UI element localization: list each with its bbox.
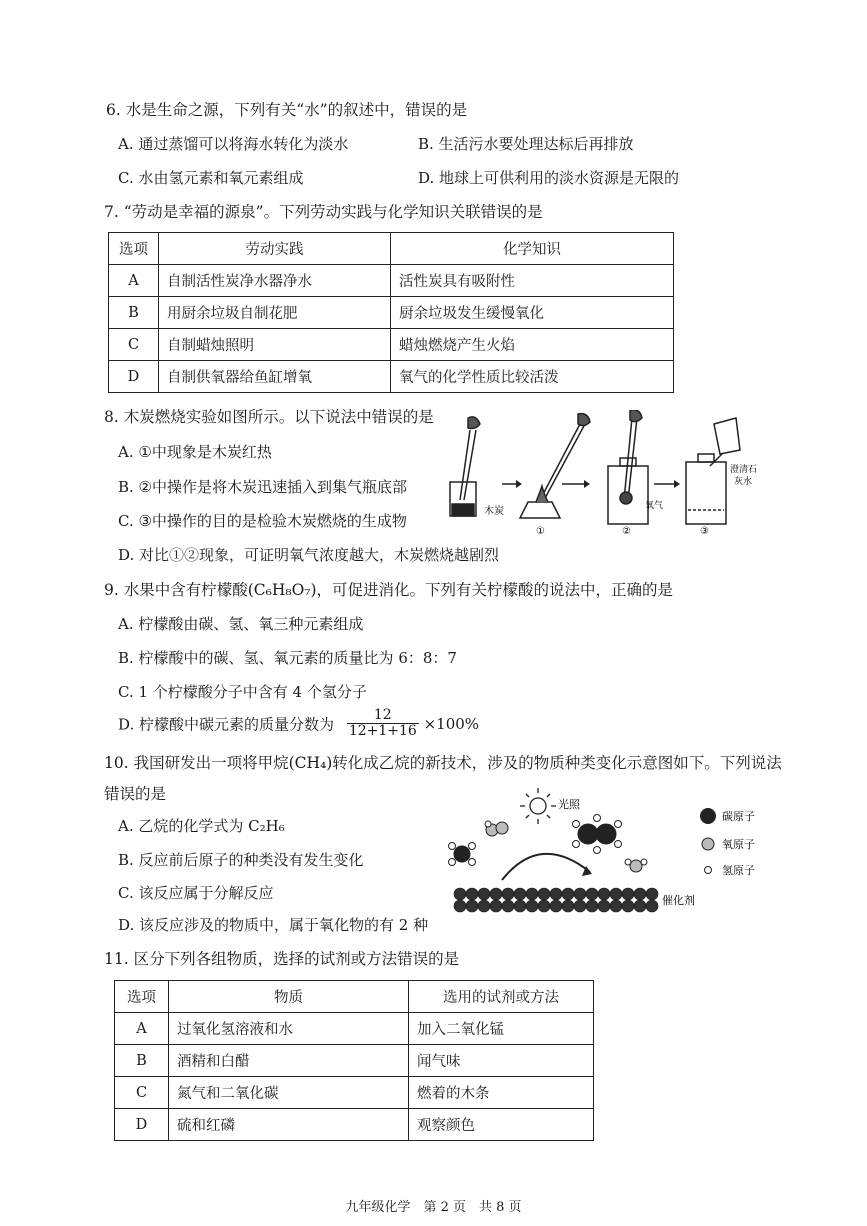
arrow-head-icon: [584, 480, 590, 488]
charcoal-experiment-figure: [440, 410, 770, 540]
table-cell: 活性炭具有吸附性: [391, 265, 674, 297]
q8-option-c: C. ③中操作的目的是检验木炭燃烧的生成物: [118, 512, 407, 530]
table-cell: 加入二氧化锰: [409, 1013, 594, 1045]
q10-option-a: A. 乙烷的化学式为 C₂H₆: [118, 817, 285, 835]
legend-oxygen: 氧原子: [722, 838, 755, 851]
fraction-denominator: 12+1+16: [348, 723, 417, 740]
q8-stem: 8. 木炭燃烧实验如图所示。以下说法中错误的是: [104, 408, 434, 426]
hydrogen-atom-icon: [705, 867, 712, 874]
q10-option-b: B. 反应前后原子的种类没有发生变化: [118, 851, 364, 869]
table-row: [115, 1013, 594, 1045]
q10-option-d: D. 该反应涉及的物质中，属于氧化物的有 2 种: [118, 916, 429, 934]
table-cell: D: [115, 1109, 169, 1141]
ethane-molecule-icon: [573, 815, 622, 854]
table-cell: A: [115, 1013, 169, 1045]
q6-option-c: C. 水由氢元素和氧元素组成: [118, 169, 304, 187]
curved-arrow-icon: [502, 854, 590, 880]
table-row: [109, 297, 674, 329]
q6-option-a: A. 通过蒸馏可以将海水转化为淡水: [118, 135, 349, 153]
label-oxygen: 氧气: [645, 501, 664, 511]
table-row: [109, 329, 674, 361]
table-header-cell: 选项: [115, 981, 169, 1013]
table-cell: 厨余垃圾发生缓慢氧化: [391, 297, 674, 329]
legend-hydrogen: 氢原子: [722, 864, 755, 877]
table-cell: C: [115, 1077, 169, 1109]
catalyst-layer-icon: [454, 888, 658, 912]
table-cell: 氧气的化学性质比较活泼: [391, 361, 674, 393]
table-cell: 用厨余垃圾自制花肥: [159, 297, 391, 329]
table-cell: B: [115, 1045, 169, 1077]
table-cell: 自制供氧器给鱼缸增氧: [159, 361, 391, 393]
table-cell: B: [109, 297, 159, 329]
table-row: [115, 1077, 594, 1109]
table-header-cell: 化学知识: [391, 233, 674, 265]
q9-option-a: A. 柠檬酸由碳、氢、氧三种元素组成: [118, 615, 364, 633]
arrow-head-icon: [674, 480, 680, 488]
label-limewater-1: 澄清石: [730, 465, 758, 475]
table-cell: 氮气和二氧化碳: [169, 1077, 409, 1109]
table-cell: 过氧化氢溶液和水: [169, 1013, 409, 1045]
q10-stem-line-2: 错误的是: [104, 785, 167, 803]
legend-carbon: 碳原子: [722, 810, 755, 823]
table-cell: 自制活性炭净水器净水: [159, 265, 391, 297]
q8-option-b: B. ②中操作是将木炭迅速插入到集气瓶底部: [118, 478, 408, 496]
table-row: [109, 265, 674, 297]
label-step-2: ②: [622, 526, 631, 537]
q11-table: [114, 980, 594, 1141]
label-light: 光照: [558, 798, 580, 811]
oxygen-atom-icon: [702, 838, 714, 850]
methane-reaction-figure: [440, 782, 770, 922]
sun-icon: [520, 788, 556, 824]
oxygen-molecule-icon: [485, 821, 508, 836]
q7-table: [108, 232, 674, 393]
q9-option-d: [118, 708, 479, 740]
page-footer: 九年级化学 第 2 页 共 8 页: [345, 1200, 522, 1215]
table-cell: 酒精和白醋: [169, 1045, 409, 1077]
carbon-atom-icon: [700, 808, 716, 824]
table-cell: 蜡烛燃烧产生火焰: [391, 329, 674, 361]
table-row: [109, 361, 674, 393]
label-step-3: ③: [700, 526, 709, 537]
alcohol-lamp-icon: [520, 414, 590, 518]
table-cell: 观察颜色: [409, 1109, 594, 1141]
label-limewater-2: 灰水: [734, 477, 753, 487]
legend: [700, 808, 755, 877]
table-header-row: [115, 981, 594, 1013]
q10-stem-line-1: 10. 我国研发出一项将甲烷(CH₄)转化成乙烷的新技术，涉及的物质种类变化示意图如下。下列说法: [104, 754, 782, 772]
table-header-cell: 物质: [169, 981, 409, 1013]
table-header-cell: 劳动实践: [159, 233, 391, 265]
label-charcoal: 木炭: [484, 506, 504, 517]
q9-stem: 9. 水果中含有柠檬酸(C₆H₈O₇)，可促进消化。下列有关柠檬酸的说法中，正确的是: [104, 581, 674, 599]
q7-stem: 7. “劳动是幸福的源泉”。下列劳动实践与化学知识关联错误的是: [104, 203, 543, 221]
table-header-row: [109, 233, 674, 265]
crucible-tongs-icon: [450, 417, 480, 516]
table-cell: 闻气味: [409, 1045, 594, 1077]
q8-option-d: D. 对比①②现象，可证明氧气浓度越大，木炭燃烧越剧烈: [118, 546, 500, 564]
label-step-1: ①: [536, 526, 545, 537]
table-header-cell: 选项: [109, 233, 159, 265]
table-cell: D: [109, 361, 159, 393]
label-catalyst: 催化剂: [662, 894, 695, 907]
q8-option-a: A. ①中现象是木炭红热: [118, 443, 272, 461]
table-cell: 自制蜡烛照明: [159, 329, 391, 361]
arrow-head-icon: [516, 480, 522, 488]
gas-bottle-icon: [608, 410, 648, 524]
q6-option-d: D. 地球上可供利用的淡水资源是无限的: [418, 169, 680, 187]
table-cell: 燃着的木条: [409, 1077, 594, 1109]
q10-option-c: C. 该反应属于分解反应: [118, 884, 274, 902]
q6-option-b: B. 生活污水要处理达标后再排放: [418, 135, 634, 153]
table-header-cell: 选用的试剂或方法: [409, 981, 594, 1013]
q6-stem: 6. 水是生命之源，下列有关“水”的叙述中，错误的是: [106, 101, 468, 119]
table-row: [115, 1045, 594, 1077]
fraction-numerator: 12: [347, 708, 419, 724]
table-cell: A: [109, 265, 159, 297]
q9-option-c: C. 1 个柠檬酸分子中含有 4 个氢分子: [118, 683, 367, 701]
methane-molecule-icon: [449, 843, 476, 866]
table-row: [115, 1109, 594, 1141]
q9-option-b: B. 柠檬酸中的碳、氢、氧元素的质量比为 6：8：7: [118, 649, 457, 667]
q11-stem: 11. 区分下列各组物质，选择的试剂或方法错误的是: [104, 950, 460, 968]
fraction: [347, 708, 419, 740]
q9-option-d-suffix: ×100%: [423, 714, 480, 733]
q9-option-d-prefix: D. 柠檬酸中碳元素的质量分数为: [118, 715, 335, 734]
table-cell: 硫和红磷: [169, 1109, 409, 1141]
water-molecule-icon: [625, 859, 647, 872]
table-cell: C: [109, 329, 159, 361]
